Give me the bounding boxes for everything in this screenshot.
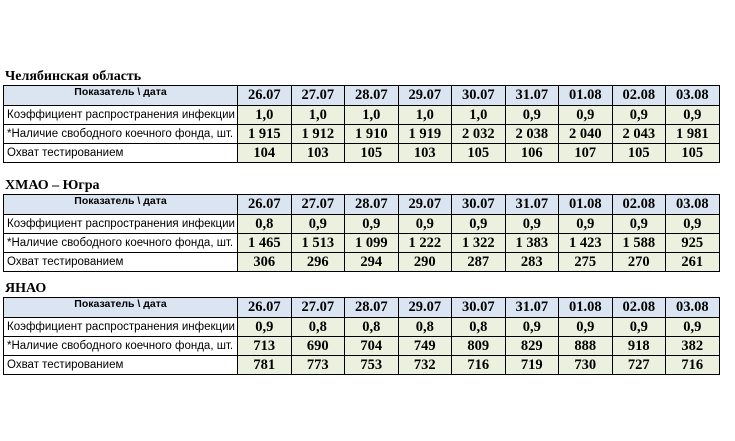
date-header: 03.08: [666, 298, 720, 318]
region-section: [3, 178, 719, 272]
value-cell: 0,9: [345, 215, 399, 234]
table-row: [4, 125, 720, 144]
date-header: 31.07: [505, 86, 559, 106]
value-cell: 1 465: [238, 234, 292, 253]
value-cell: 296: [291, 253, 345, 272]
value-cell: 1 099: [345, 234, 399, 253]
date-header: 26.07: [238, 195, 292, 215]
value-cell: 1,0: [291, 106, 345, 125]
value-cell: 107: [559, 144, 613, 163]
indicator-label: Коэффициент распространения инфекции: [4, 215, 238, 234]
value-cell: 0,9: [291, 215, 345, 234]
value-cell: 888: [559, 337, 613, 356]
value-cell: 275: [559, 253, 613, 272]
value-cell: 1 981: [666, 125, 720, 144]
value-cell: 382: [666, 337, 720, 356]
indicator-label: *Наличие свободного коечного фонда, шт.: [4, 125, 238, 144]
table-row: [4, 106, 720, 125]
value-cell: 103: [398, 144, 452, 163]
region-title: ХМАО – Югра: [5, 178, 100, 193]
value-cell: 283: [505, 253, 559, 272]
value-cell: 0,9: [559, 318, 613, 337]
value-cell: 773: [291, 356, 345, 375]
value-cell: 0,9: [452, 215, 506, 234]
date-header: 30.07: [452, 195, 506, 215]
indicator-label: *Наличие свободного коечного фонда, шт.: [4, 337, 238, 356]
value-cell: 105: [345, 144, 399, 163]
value-cell: 1 588: [612, 234, 666, 253]
value-cell: 0,9: [559, 215, 613, 234]
date-header: 01.08: [559, 298, 613, 318]
date-header: 02.08: [612, 298, 666, 318]
value-cell: 0,8: [238, 215, 292, 234]
value-cell: 781: [238, 356, 292, 375]
value-cell: 287: [452, 253, 506, 272]
value-cell: 713: [238, 337, 292, 356]
value-cell: 925: [666, 234, 720, 253]
region-title: Челябинская область: [5, 69, 142, 84]
indicator-label: Охват тестированием: [4, 253, 238, 272]
date-header: 30.07: [452, 298, 506, 318]
table-row: [4, 318, 720, 337]
value-cell: 753: [345, 356, 399, 375]
date-header: 03.08: [666, 195, 720, 215]
date-header: 28.07: [345, 195, 399, 215]
value-cell: 294: [345, 253, 399, 272]
indicator-label: Охват тестированием: [4, 356, 238, 375]
date-header: 30.07: [452, 86, 506, 106]
value-cell: 1 912: [291, 125, 345, 144]
value-cell: 0,9: [505, 215, 559, 234]
value-cell: 2 043: [612, 125, 666, 144]
indicator-date-header: Показатель \ дата: [4, 298, 238, 318]
value-cell: 2 040: [559, 125, 613, 144]
value-cell: 105: [452, 144, 506, 163]
table-header-row: [4, 86, 720, 106]
value-cell: 829: [505, 337, 559, 356]
date-header: 31.07: [505, 298, 559, 318]
value-cell: 2 032: [452, 125, 506, 144]
value-cell: 716: [666, 356, 720, 375]
value-cell: 719: [505, 356, 559, 375]
date-header: 26.07: [238, 86, 292, 106]
value-cell: 270: [612, 253, 666, 272]
value-cell: 0,9: [612, 215, 666, 234]
date-header: 26.07: [238, 298, 292, 318]
value-cell: 306: [238, 253, 292, 272]
indicator-date-header: Показатель \ дата: [4, 195, 238, 215]
region-title: ЯНАО: [5, 281, 47, 296]
value-cell: 0,9: [612, 318, 666, 337]
value-cell: 103: [291, 144, 345, 163]
value-cell: 261: [666, 253, 720, 272]
value-cell: 2 038: [505, 125, 559, 144]
value-cell: 1 915: [238, 125, 292, 144]
value-cell: 1,0: [238, 106, 292, 125]
date-header: 02.08: [612, 86, 666, 106]
value-cell: 0,9: [612, 106, 666, 125]
value-cell: 106: [505, 144, 559, 163]
date-header: 03.08: [666, 86, 720, 106]
value-cell: 732: [398, 356, 452, 375]
indicator-table: [3, 297, 720, 375]
value-cell: 0,9: [398, 215, 452, 234]
value-cell: 1,0: [452, 106, 506, 125]
value-cell: 0,9: [666, 215, 720, 234]
value-cell: 0,9: [505, 318, 559, 337]
date-header: 29.07: [398, 86, 452, 106]
value-cell: 749: [398, 337, 452, 356]
table-row: [4, 234, 720, 253]
value-cell: 730: [559, 356, 613, 375]
region-section: [3, 281, 719, 375]
value-cell: 104: [238, 144, 292, 163]
date-header: 01.08: [559, 86, 613, 106]
indicator-label: Коэффициент распространения инфекции: [4, 106, 238, 125]
table-header-row: [4, 298, 720, 318]
value-cell: 0,9: [505, 106, 559, 125]
table-row: [4, 356, 720, 375]
indicator-label: *Наличие свободного коечного фонда, шт.: [4, 234, 238, 253]
date-header: 02.08: [612, 195, 666, 215]
value-cell: 1 919: [398, 125, 452, 144]
indicator-date-header: Показатель \ дата: [4, 86, 238, 106]
value-cell: 1 383: [505, 234, 559, 253]
date-header: 29.07: [398, 298, 452, 318]
value-cell: 0,9: [666, 318, 720, 337]
value-cell: 105: [612, 144, 666, 163]
value-cell: 1 222: [398, 234, 452, 253]
table-row: [4, 337, 720, 356]
value-cell: 1,0: [345, 106, 399, 125]
value-cell: 0,8: [345, 318, 399, 337]
table-header-row: [4, 195, 720, 215]
value-cell: 690: [291, 337, 345, 356]
value-cell: 0,9: [238, 318, 292, 337]
table-row: [4, 253, 720, 272]
indicator-label: Коэффициент распространения инфекции: [4, 318, 238, 337]
date-header: 28.07: [345, 86, 399, 106]
value-cell: 0,8: [452, 318, 506, 337]
date-header: 29.07: [398, 195, 452, 215]
value-cell: 0,8: [291, 318, 345, 337]
value-cell: 105: [666, 144, 720, 163]
indicator-table: [3, 194, 720, 272]
indicator-table: [3, 85, 720, 163]
date-header: 27.07: [291, 298, 345, 318]
value-cell: 1 513: [291, 234, 345, 253]
value-cell: 290: [398, 253, 452, 272]
indicator-label: Охват тестированием: [4, 144, 238, 163]
value-cell: 0,8: [398, 318, 452, 337]
value-cell: 809: [452, 337, 506, 356]
value-cell: 1 423: [559, 234, 613, 253]
date-header: 31.07: [505, 195, 559, 215]
value-cell: 1,0: [398, 106, 452, 125]
value-cell: 1 910: [345, 125, 399, 144]
table-row: [4, 215, 720, 234]
date-header: 27.07: [291, 195, 345, 215]
table-row: [4, 144, 720, 163]
date-header: 27.07: [291, 86, 345, 106]
value-cell: 704: [345, 337, 399, 356]
date-header: 01.08: [559, 195, 613, 215]
value-cell: 0,9: [559, 106, 613, 125]
value-cell: 1 322: [452, 234, 506, 253]
value-cell: 727: [612, 356, 666, 375]
value-cell: 918: [612, 337, 666, 356]
value-cell: 0,9: [666, 106, 720, 125]
value-cell: 716: [452, 356, 506, 375]
date-header: 28.07: [345, 298, 399, 318]
region-section: [3, 69, 719, 163]
